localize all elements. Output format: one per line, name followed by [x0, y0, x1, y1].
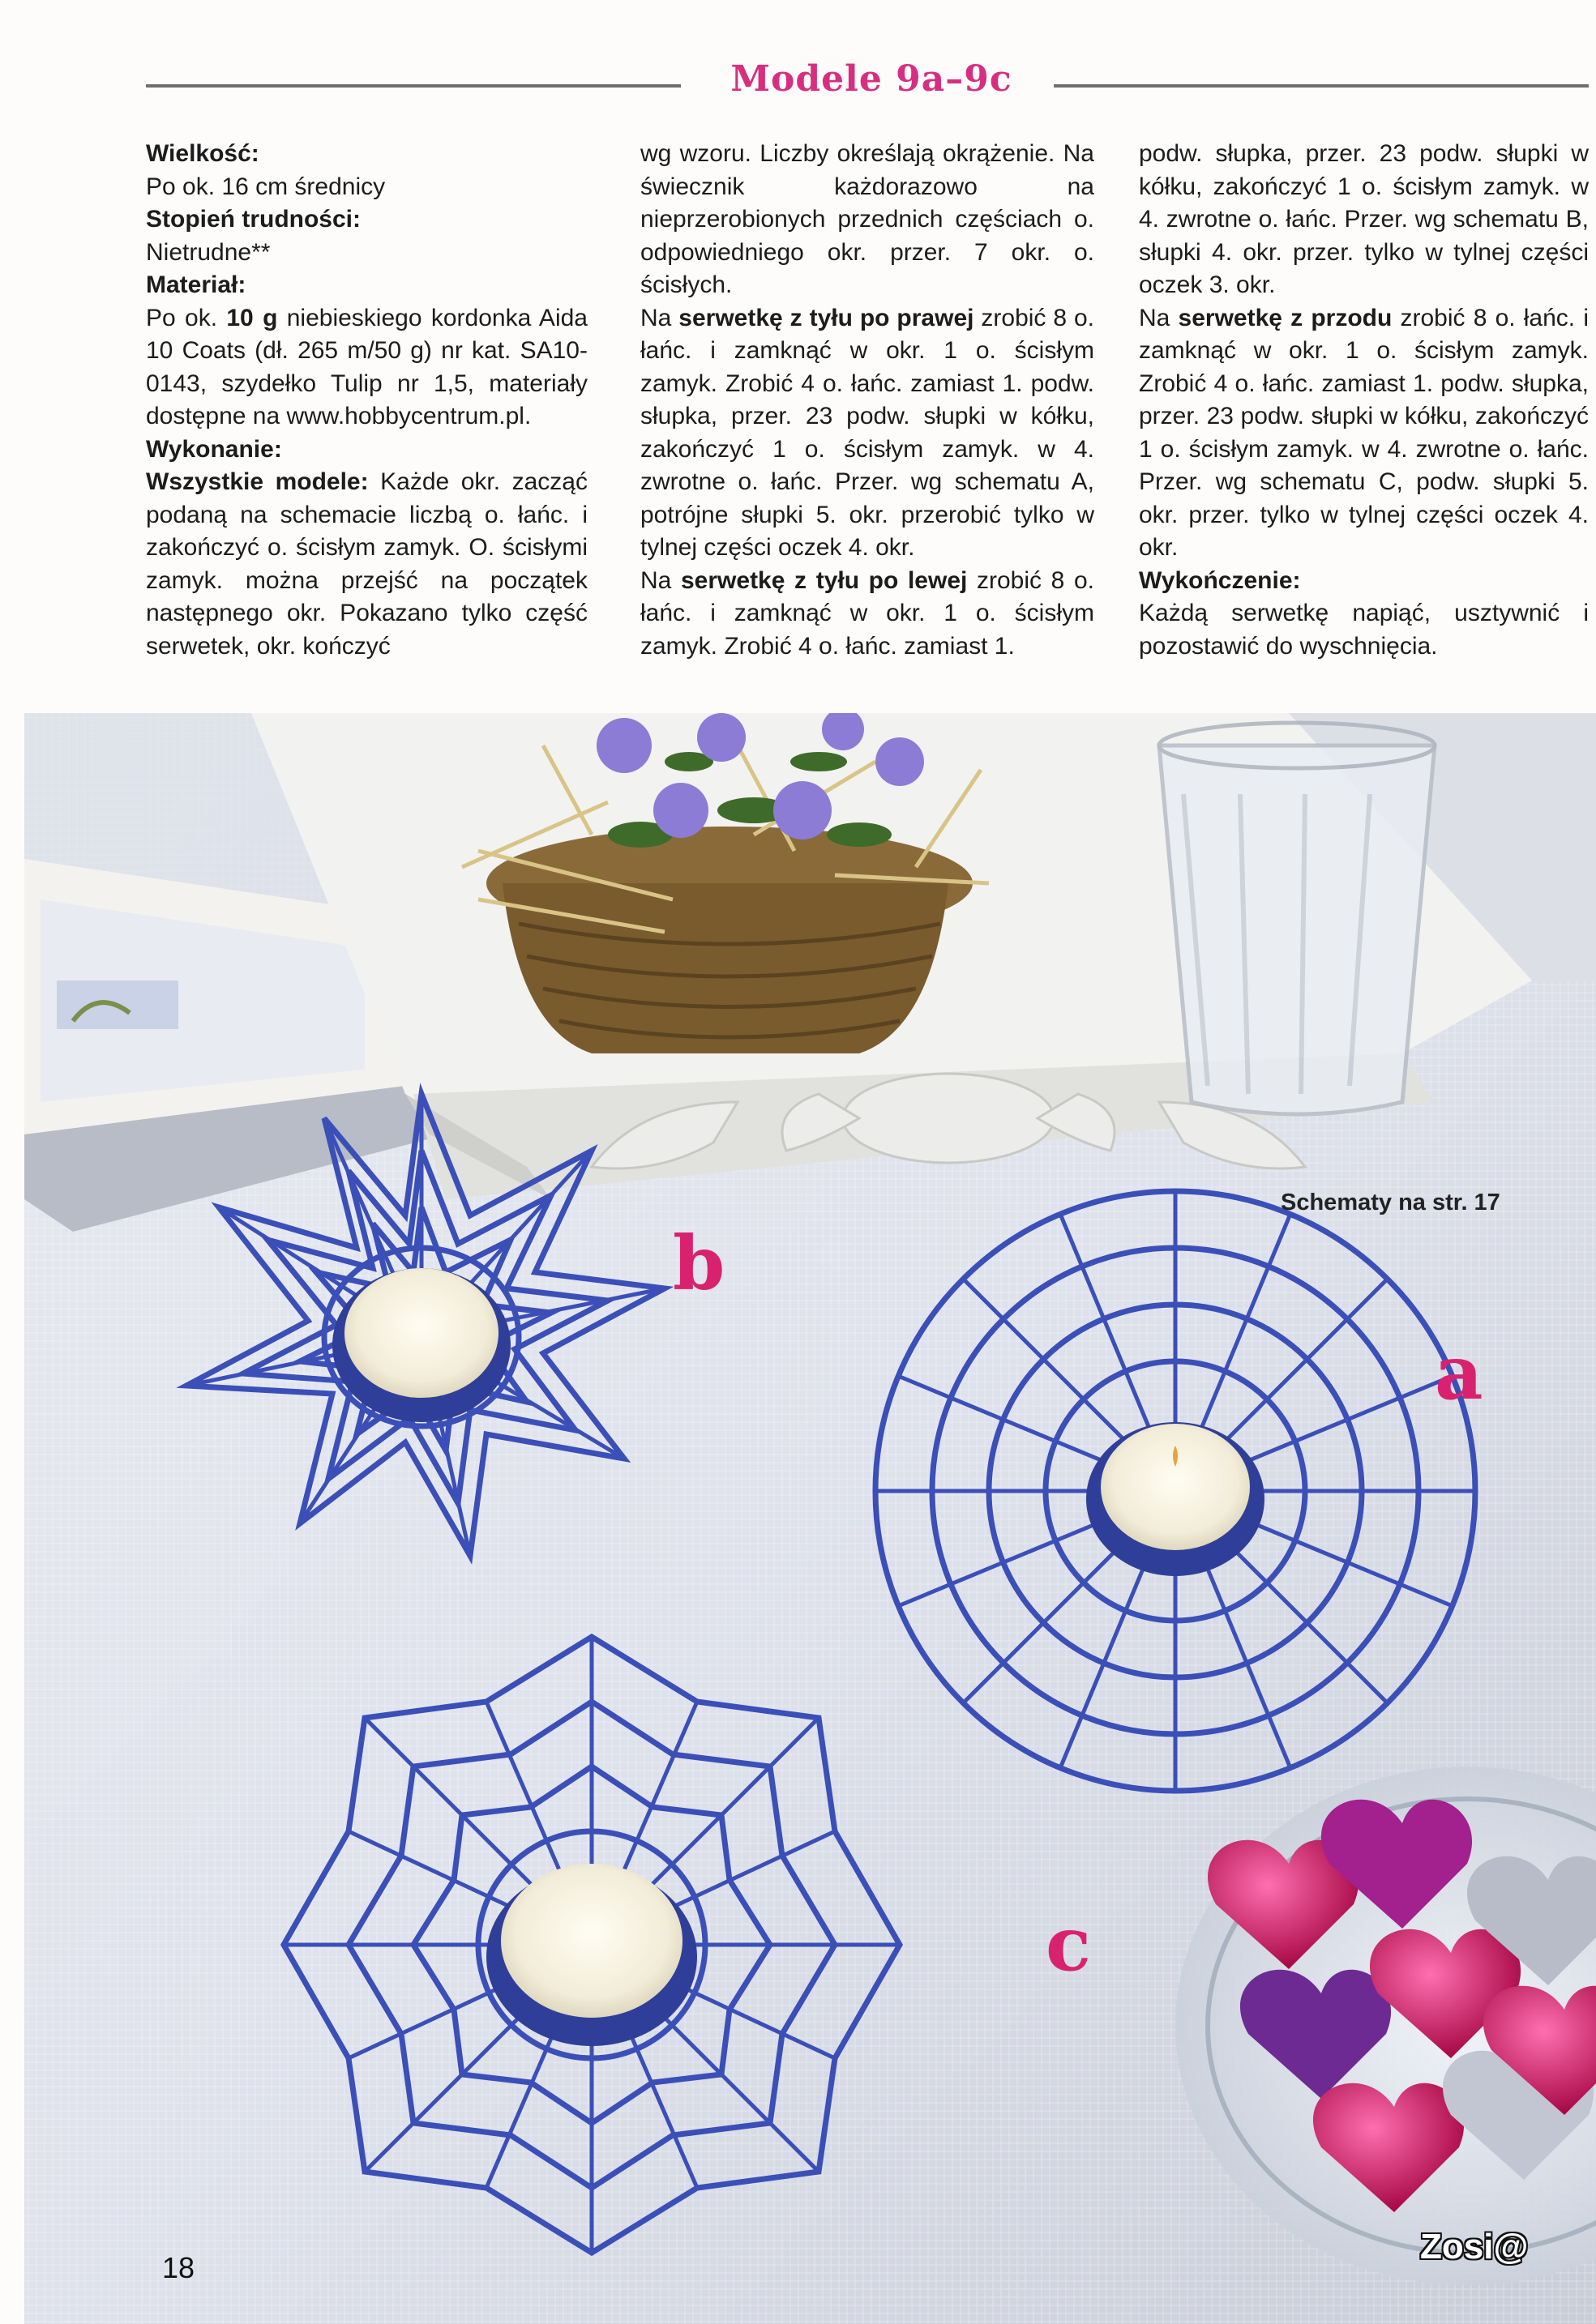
text-column-1 — [146, 138, 588, 663]
col3-p2-text: zrobić 8 o. łańc. i zamknąć w okr. 1 o. ścisłym zamyk. Zrobić 4 o. łańc. zamiast 1. podw. słupka, przer. 23 podw. słupki w kółku, zakończyć 1 o. ścisłym zamyk. w 4. zwrotne o. łańc. Przer. wg schematu C, podw. słupki 5. okr. przer. tylko w tylnej części oczek 4. okr. — [1139, 304, 1589, 561]
label-b: b — [673, 1220, 725, 1307]
all-models-paragraph — [146, 466, 588, 663]
header-rule-right — [1054, 84, 1589, 88]
photo-illustration — [24, 713, 1596, 2324]
drinking-glass — [1159, 723, 1435, 1114]
page-title: Modele 9a–9c — [730, 58, 1012, 100]
tealight-b — [344, 1268, 498, 1398]
tealight-c — [501, 1864, 682, 2018]
text-column-3 — [1139, 138, 1589, 663]
col2-p2-bold: serwetkę z tyłu po prawej — [678, 304, 974, 331]
col2-p2-text: zrobić 8 o. łańc. i zamknąć w okr. 1 o. ścisłym zamyk. Zrobić 4 o. łańc. zamiast 1. podw. słupka, przer. 23 podw. słupki w kółku, zakończyć 1 o. ścisłym zamyk. w 4. zwrotne o. łańc. Przer. wg schematu A, potrójne słupki 5. okr. przerobić tylko w tylnej części oczek 4. okr. — [640, 304, 1094, 561]
finish-text: Każdą serwetkę napiąć, usztywnić i pozostawić do wyschnięcia. — [1139, 600, 1589, 660]
col3-paragraph-1: podw. słupka, przer. 23 podw. słupki w kółku, zakończyć 1 o. ścisłym zamyk. w 4. zwrotne o. łańc. Przer. wg schematu B, słupki 4. okr. przer. tylko w tylnej części oczek 3. okr. — [1139, 140, 1589, 298]
all-models-label: Wszystkie modele: — [146, 468, 369, 495]
col3-paragraph-2 — [1139, 302, 1589, 565]
col3-p2-bold: serwetkę z przodu — [1178, 304, 1393, 331]
page-number: 18 — [162, 2251, 195, 2284]
text-column-2 — [640, 138, 1094, 663]
col3-p2-pre: Na — [1139, 304, 1170, 331]
material-amount: 10 g — [226, 304, 278, 331]
label-a: a — [1435, 1329, 1483, 1416]
col2-p3-pre: Na — [640, 566, 672, 594]
header-rule-left — [146, 84, 681, 88]
material-text: niebieskiego kordonka Aida 10 Coats (dł. 265 m/50 g) nr kat. SA10-0143, szydełko Tulip nr 1,5, materiały dostępne na www.hobbycentrum.pl. — [146, 304, 588, 429]
product-photo — [24, 713, 1596, 2324]
doily-a — [875, 1191, 1475, 1791]
watermark: Zosi@ — [1420, 2227, 1529, 2266]
material-pre: Po ok. — [146, 304, 218, 331]
col2-p2-pre: Na — [640, 304, 672, 331]
all-models-text: Każde okr. zacząć podaną na schemacie liczbą o. łańc. i zakończyć o. ścisłym zamyk. O. ścisłymi zamyk. można przejść na początek następnego okr. Pokazano tylko część serwetek, okr. kończyć — [146, 468, 588, 660]
execution-label: Wykonanie: — [146, 435, 282, 463]
col2-paragraph-2 — [640, 302, 1094, 565]
size-value: Po ok. 16 cm średnicy — [146, 173, 386, 200]
difficulty-value: Nietrudne** — [146, 238, 271, 266]
material-label: Materiał: — [146, 271, 246, 298]
col2-paragraph-1: wg wzoru. Liczby określają okrążenie. Na świecznik każdorazowo na nieprzerobionych przednich częściach o. odpowiedniego okr. przer. 7 okr. o. ścisłych. — [640, 140, 1094, 298]
difficulty-label: Stopień trudności: — [146, 206, 361, 233]
material-paragraph — [146, 302, 588, 434]
col2-p3-bold: serwetkę z tyłu po lewej — [681, 566, 968, 594]
size-label: Wielkość: — [146, 140, 259, 167]
tealight-a — [1101, 1424, 1250, 1550]
doily-c — [284, 1637, 900, 2253]
label-c: c — [1046, 1900, 1092, 1988]
finish-label: Wykończenie: — [1139, 566, 1301, 594]
col2-p3-text: zrobić 8 o. łańc. i zamknąć w okr. 1 o. ścisłym zamyk. Zrobić 4 o. łańc. zamiast 1. — [640, 566, 1094, 660]
col2-paragraph-3 — [640, 565, 1094, 664]
schemat-note: Schematy na str. 17 — [1281, 1190, 1500, 1215]
